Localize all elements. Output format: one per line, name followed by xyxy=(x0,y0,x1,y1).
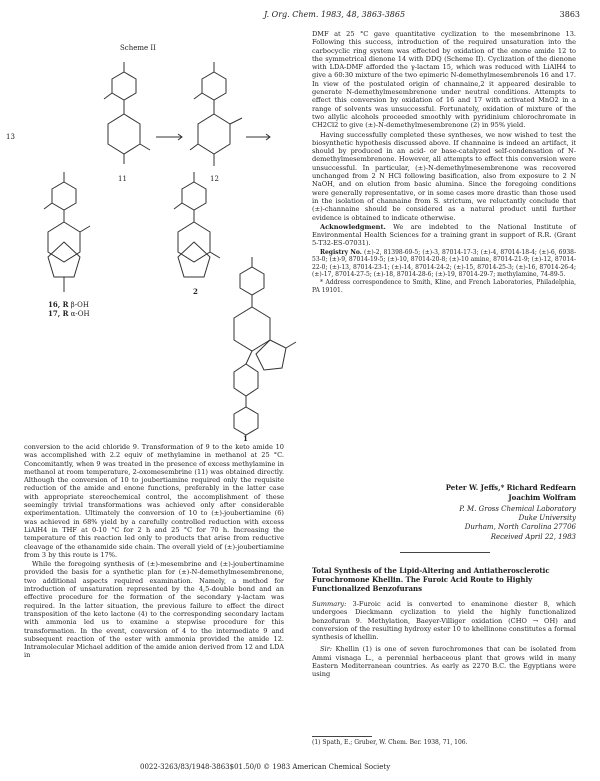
received-date: Received April 22, 1983 xyxy=(490,533,576,541)
compound-label-12: 12 xyxy=(210,175,219,183)
compound-label-1: 1 xyxy=(243,434,248,443)
affiliation-line-3: Durham, North Carolina 27706 xyxy=(464,523,576,531)
structure-2 xyxy=(174,172,220,277)
paragraph: DMF at 25 °C gave quantitative cyclization to the mesembrinone 13. Following this success, introduction of the required unsaturation into the carbocyclic ring system was effected by oxidation of the enone amide 12 to the symmetrical dienone 14 with DDQ (Scheme II). Cyclization of the dienone with LDA-DMF afforded the γ-lactam 15, which was reduced with LiAlH4 to give a 60:30 mixture of the two epimeric N-demethylmesembrenols 16 and 17. In view of the postulated origin of channaine,2 it appeared desirable to generate N-demethylmesembrenone under neutral conditions. Attempts to effect this conversion by oxidation of 16 and 17 with activated MnO2 in a range of solvents was unsuccessful. Fortunately, oxidation of mixture of the two allylic alcohols proceeded smoothly with pyridinium chlorochromate in CH2Cl2 to give (±)-N-demethylmesembrenone (2) in 95% yield. xyxy=(312,30,576,130)
paragraph: conversion to the acid chloride 9. Transformation of 9 to the keto amide 10 was accomplished with 2.2 equiv of methylamine in methanol at 25 °C. Concomitantly, when 9 was treated in the presence of excess methylamine in methanol at room temperature, 2-oxomesembrine (11) was obtained directly. Although the conversion of 10 to joubertiamine required only the requisite reduction of the amide and enone functions, preferably in the latter case with appropriate stereochemical control, the accomplishment of these seemingly trivial transformations was achieved only after considerable experimentation. Ultimately the conversion of 10 to (±)-joubertiamine (6) was achieved in 68% yield by a carefully controlled reduction with excess LiAlH4 in THF at 0-10 °C for 2 h and 25 °C for 70 h. Increasing the temperature of this reaction led only to products that arise from reductive cleavage of the ethanamide side chain. The overall yield of (±)-joubertiamine from 3 by this route is 17%. xyxy=(24,443,284,559)
right-column-text xyxy=(312,30,576,295)
compound-label-11: 11 xyxy=(118,175,127,183)
authors-line-1: Peter W. Jeffs,* Richard Redfearn xyxy=(445,483,576,492)
footnote-divider xyxy=(312,736,372,737)
acknowledgment: Acknowledgment. We are indebted to the National Institute of Environmental Health Sciences for a training grant in support of R.R. (Grant 5-T32-ES-07031). xyxy=(312,222,576,248)
compound-label-2: 2 xyxy=(193,287,198,296)
compound-label-13: 13 xyxy=(6,133,15,141)
affiliation-line-2: Duke University xyxy=(518,514,576,522)
structure-12 xyxy=(190,62,242,166)
journal-citation: J. Org. Chem. 1983, 48, 3863-3865 xyxy=(264,10,406,19)
authors-line-2: Joachim Wolfram xyxy=(508,493,576,502)
article-summary: Summary: 3-Furoic acid is converted to enaminone diester 8, which undergoes Dieckmann cyclization to yield the highly functionalized benzofuran 9. Methylation, Baeyer-Villiger oxidation (CHO → OH) and conversion of the resulting hydroxy ester 10 to khellinone constitutes a formal synthesis of khellin. Sir: Khellin (1) is one of seven furochromones that can be isolated from Ammi visnaga L., a perennial herbaceous plant that grows wild in many Eastern Mediterranean countries. As early as 2270 B.C. the Egyptians were using xyxy=(312,600,576,679)
section-divider xyxy=(400,552,490,553)
article-title: Total Synthesis of the Lipid-Altering and Antiatherosclerotic Furochromone Khellin. The Furoic Acid Route to Highly Functionalized Benzofurans xyxy=(312,566,550,593)
affiliation-line-1: P. M. Gross Chemical Laboratory xyxy=(459,505,576,513)
paragraph: Having successfully completed these syntheses, we now wished to test the biosynthetic hypothesis discussed above. If channaine is indeed an artifact, it should by produced in an acid- or base-catalyzed self-condensation of N-demethylmesembrenone. However, all attempts to effect this conversion were unsuccessful. In particular, (±)-N-demethylmesembrenone was recovered unchanged from 2 N HCl following basification, also from exposure to 2 N NaOH, and on elution from basic alumina. Since the foregoing conditions were generally representative, or in some cases more drastic than those used in the isolation of channaine from S. strictum, we reluctantly conclude that (±)-channaine should be considered as a natural product until further evidence is obtained to indicate otherwise. xyxy=(312,130,576,222)
left-column-text xyxy=(24,443,284,661)
copyright-line: 0022-3263/83/1948-3863$01.50/0 © 1983 American Chemical Society xyxy=(140,763,391,771)
page-number: 3863 xyxy=(559,10,580,19)
scheme-ii-structures xyxy=(24,52,304,442)
running-header xyxy=(24,10,580,24)
scheme-title: Scheme II xyxy=(120,44,156,52)
compound-label-16: 16, R β-OH xyxy=(48,300,89,309)
paragraph: While the foregoing synthesis of (±)-mesembrine and (±)-joubertinamine provided the basis for a synthetic plan for (±)-N-demethylmesembrenone, two additional aspects required examination. Namely, a method for introduction of unsaturation represented by the 4,5-double bond and an effective procedure for the formation of the secondary γ-lactam was required. In the latter situation, the previous failure to effect the direct transposition of the keto lactone (4) to the corresponding secondary lactam with ammonia led us to examine a stepwise procedure for this transformation. In the event, conversion of 4 to the intermediate 9 and subsequent reaction of the ester with ammonia provided the amide 12. Intramolecular Michael addition of the amide anion derived from 12 and LDA in xyxy=(24,560,284,660)
structure-1 xyxy=(234,257,296,435)
structure-16-17 xyxy=(44,172,90,292)
registry-numbers: Registry No. (±)-2, 81398-69-5; (±)-3, 87014-17-3; (±)-4, 87014-18-4; (±)-6, 6938-53-0; (±)-9, 87014-19-5; (±)-10, 87014-20-8; (±)-10 amine, 87014-21-9; (±)-12, 87014-22-0; (±)-13, 87014-23-1; (±)-14, 87014-24-2; (±)-15, 87014-25-3; (±)-16, 87014-26-4; (±)-17, 87014-27-5; (±)-18, 87014-28-6; (±)-19, 87014-29-7; methylamine, 74-89-5. xyxy=(312,248,576,278)
address-footnote: * Address correspondence to Smith, Kline, and French Laboratories, Philadelphia, PA 19101. xyxy=(312,279,576,294)
structure-11 xyxy=(104,62,150,164)
compound-label-17: 17, R α-OH xyxy=(48,309,90,318)
footnote: (1) Spath, E.; Gruber, W. Chem. Ber. 1938, 71, 106. xyxy=(312,739,468,746)
